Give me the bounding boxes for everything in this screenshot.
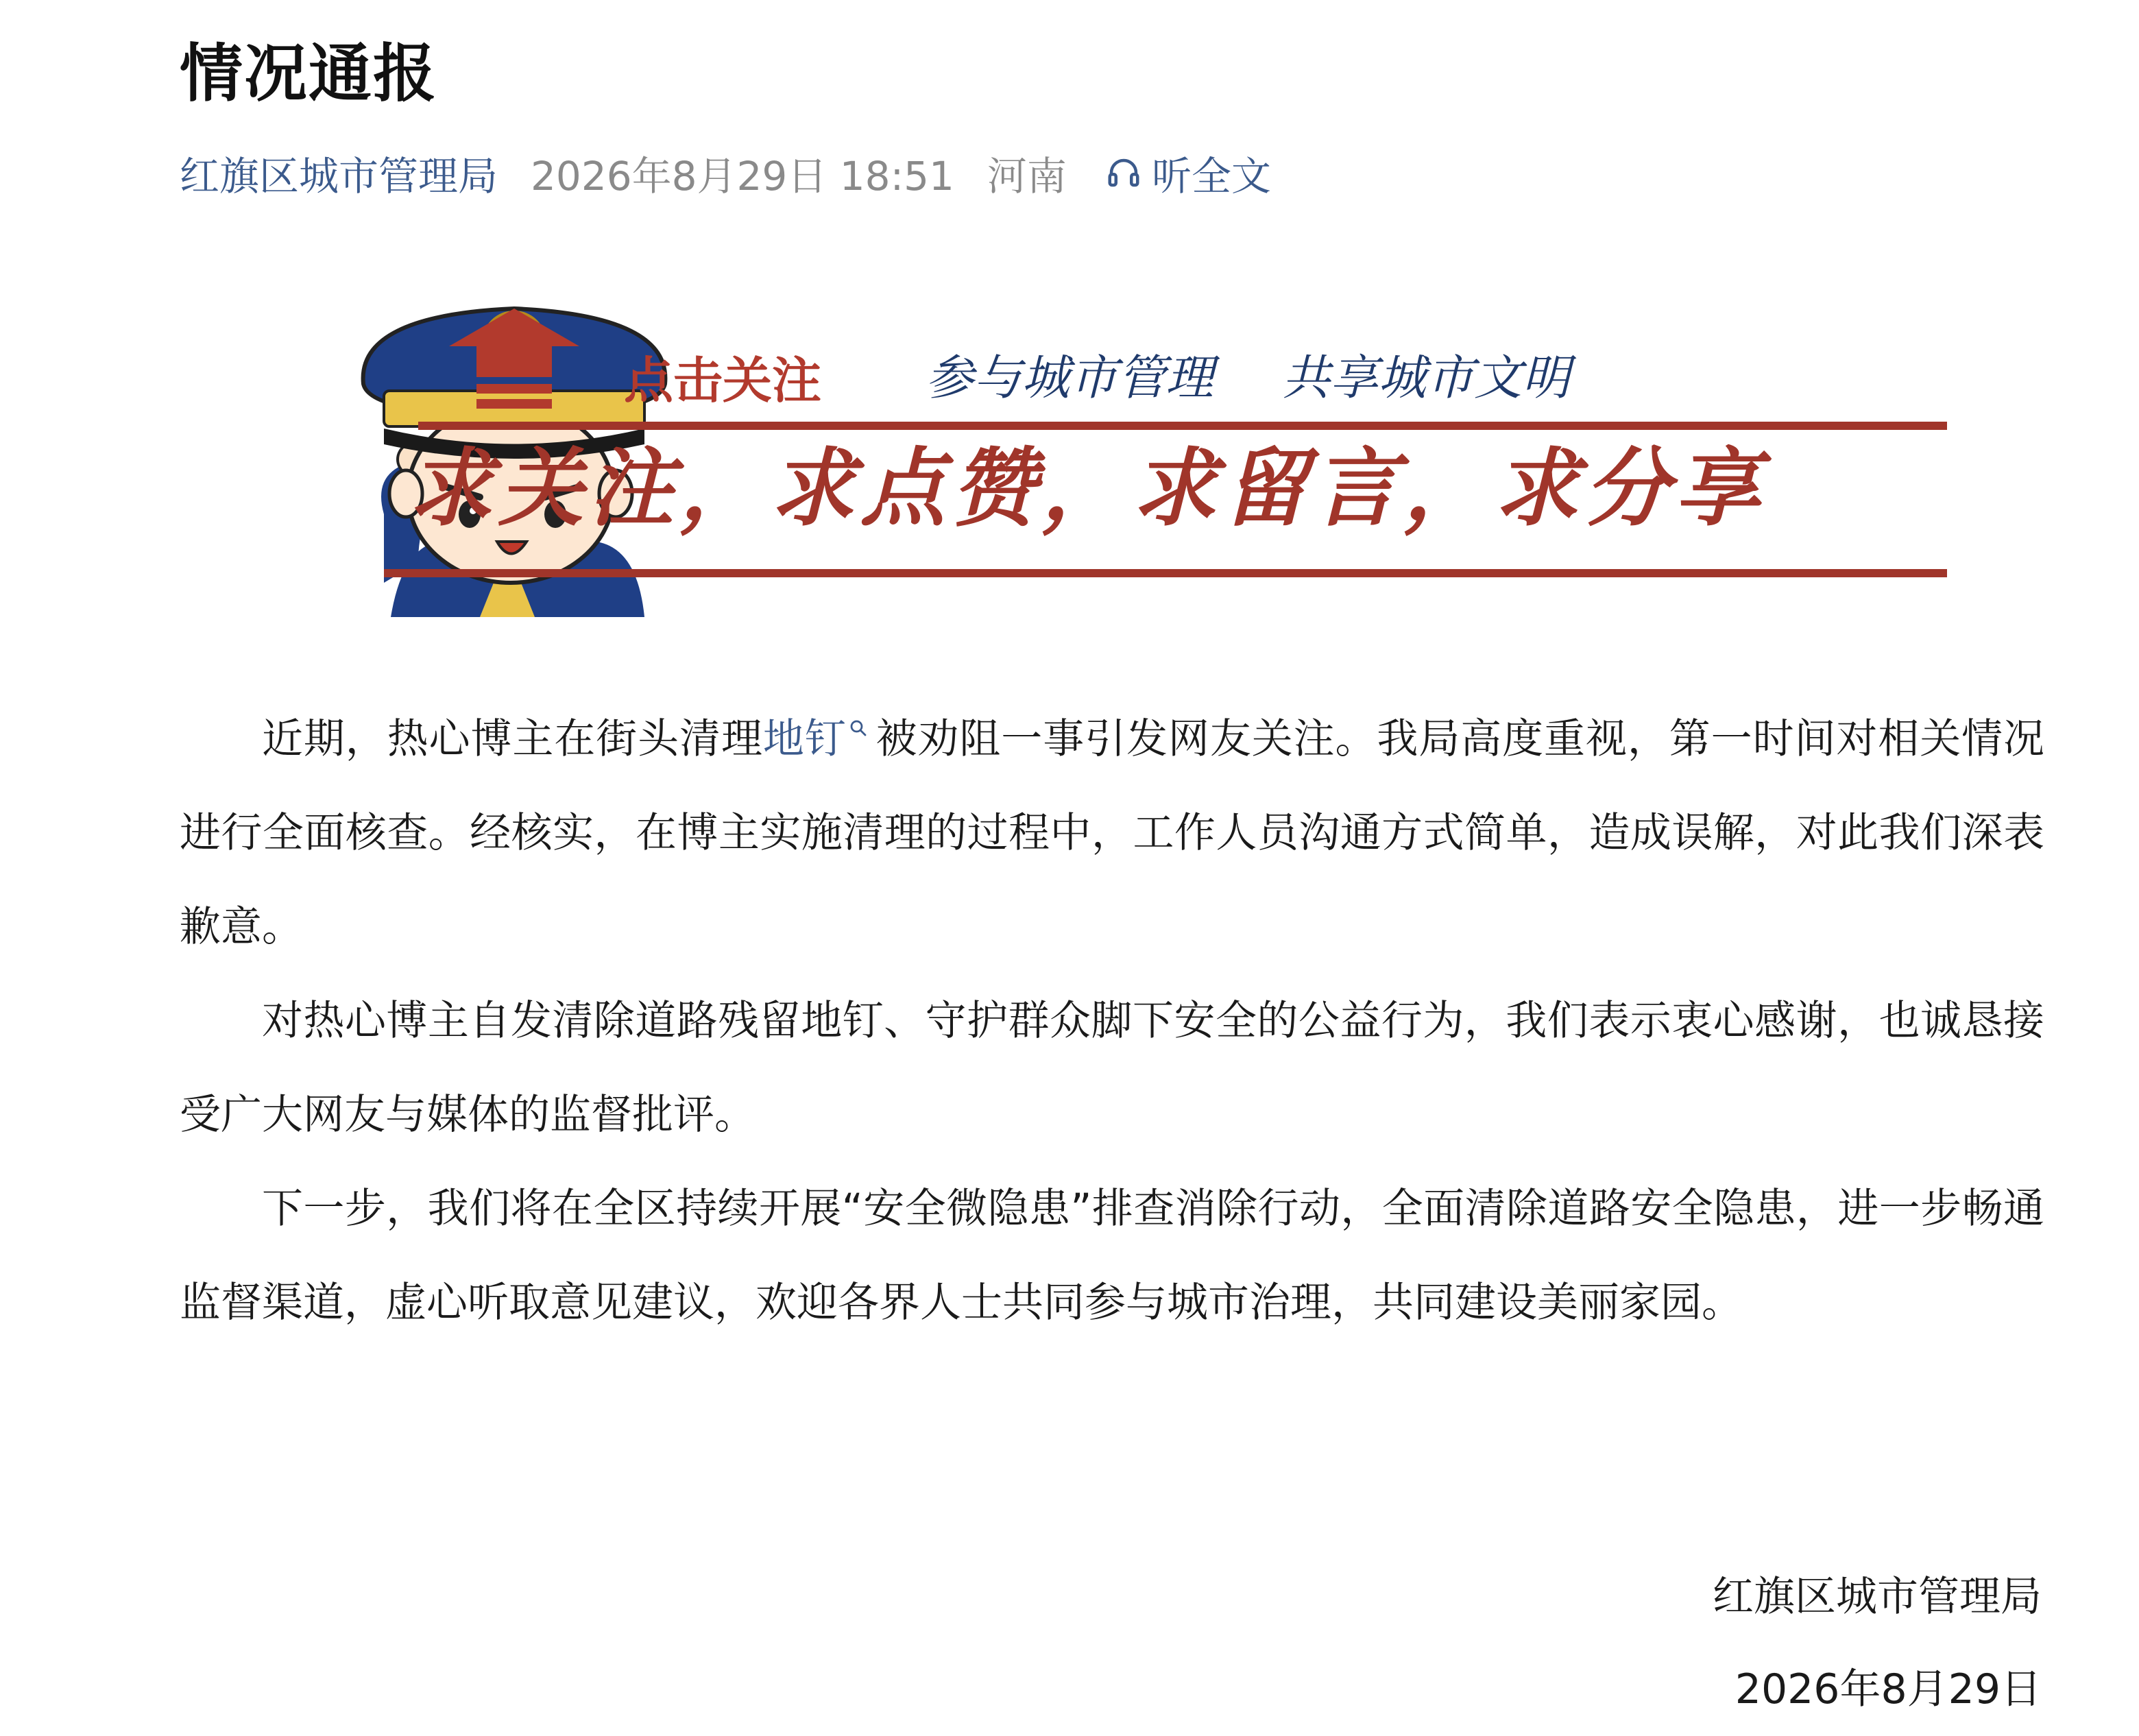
slogan-participate: 参与城市管理 (926, 350, 1213, 406)
region-label: 河南 (987, 153, 1067, 200)
article-title: 情况通报 (180, 37, 438, 110)
author-link[interactable]: 红旗区城市管理局 (180, 153, 498, 200)
big-slogan: 求关注，求点赞，求留言，求分享 (408, 439, 1766, 538)
slogan-share: 共享城市文明 (1282, 350, 1570, 406)
signature-org: 红旗区城市管理局 (1713, 1573, 2042, 1621)
paragraph-1: 近期，热心博主在街头清理地钉 被劝阻一事引发网友关注。我局高度重视，第一时间对相关情况进行全面核查。经核实，在博主实施清理的过程中，工作人员沟通方式简单，造成误解，对此我们深表歉意。 (180, 715, 2045, 951)
listen-button[interactable] (1105, 144, 1271, 202)
follow-label[interactable]: 点击关注 (624, 351, 822, 409)
article-meta (180, 145, 1271, 200)
banner-top-rule (418, 422, 1947, 430)
banner-bottom-rule (384, 569, 1947, 577)
signature-date: 2026年8月29日 (1735, 1665, 2042, 1713)
paragraph-3: 下一步，我们将在全区持续开展“安全微隐患”排查消除行动，全面清除道路安全隐患，进一步畅通监督渠道，虚心听取意见建议，欢迎各界人士共同参与城市治理，共同建设美丽家园。 (180, 1185, 2044, 1327)
search-icon[interactable] (848, 718, 869, 738)
article-body (180, 692, 2044, 1350)
publish-datetime: 2026年8月29日 18:51 (531, 153, 954, 200)
keyword-link[interactable]: 地钉 (762, 715, 847, 763)
follow-banner (343, 288, 1947, 631)
headphones-icon (1105, 154, 1142, 191)
listen-label: 听全文 (1151, 153, 1271, 200)
signature-block (1713, 1551, 2042, 1736)
paragraph-2: 对热心博主自发清除道路残留地钉、守护群众脚下安全的公益行为，我们表示衷心感谢，也诚恳接受广大网友与媒体的监督批评。 (180, 997, 2044, 1139)
